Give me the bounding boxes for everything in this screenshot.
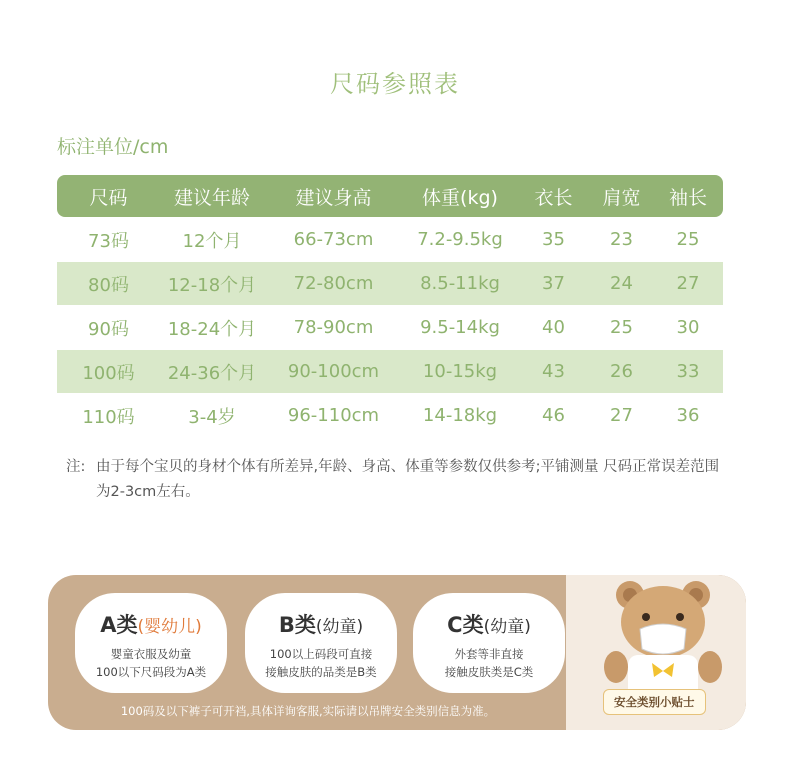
cell-sleeve: 33 [676,361,700,382]
card-line: 100以上码段可直接 [269,647,373,661]
card-letter: C类 [447,613,484,637]
cell-height: 72-80cm [293,273,374,294]
cell-shoulder: 23 [610,229,633,250]
card-line: 100以下尺码段为A类 [95,665,207,679]
cell-weight: 7.2-9.5kg [417,229,503,250]
category-c-card [413,593,565,693]
size-note [66,455,726,505]
card-title [75,609,227,639]
card-sub: (幼童) [315,617,364,637]
category-b-card [245,593,397,693]
cell-shoulder: 27 [610,405,633,426]
cell-height: 78-90cm [293,317,374,338]
cell-shoulder: 26 [610,361,633,382]
cell-length: 35 [542,229,565,250]
header-weight: 体重(kg) [422,186,498,209]
header-length: 衣长 [534,186,573,209]
card-title [245,609,397,639]
cell-weight: 10-15kg [422,361,498,382]
card-sub: (幼童) [483,617,531,637]
cell-size: 100码 [82,362,135,384]
teddy-bear-illustration [588,575,738,702]
card-letter: B类 [278,613,316,637]
cell-height: 96-110cm [287,405,380,426]
cell-size: 73码 [88,230,129,252]
safety-tips-banner [48,575,746,730]
table-row [57,262,723,305]
cell-weight: 8.5-11kg [420,273,500,294]
card-sub: (婴幼儿) [137,617,202,637]
header-size: 尺码 [89,186,128,209]
cell-size: 110码 [82,406,135,428]
table-row [57,305,723,350]
tips-footer: 100码及以下裤子可开裆,具体详询客服,实际请以吊牌安全类别信息为准。 [120,704,496,718]
cell-sleeve: 36 [676,405,700,426]
table-row [57,393,723,438]
note-label: 注: [66,459,86,475]
cell-height: 90-100cm [287,361,380,382]
table-row [57,217,723,262]
cell-age: 12-18个月 [167,274,257,296]
cell-age: 3-4岁 [188,406,236,428]
cell-age: 18-24个月 [167,318,257,340]
header-shoulder: 肩宽 [602,186,641,209]
page-title: 尺码参照表 [330,70,460,98]
cell-weight: 14-18kg [422,405,498,426]
cell-shoulder: 25 [610,317,633,338]
note-text: 由于每个宝贝的身材个体有所差异,年龄、身高、体重等参数仅供参考;平铺测量 尺码正常误差范围为2-3cm左右。 [96,459,720,500]
cell-length: 43 [542,361,565,382]
header-sleeve: 袖长 [668,186,707,209]
table-header-row [57,175,723,217]
cell-size: 90码 [88,318,129,340]
cell-length: 46 [542,405,565,426]
header-age: 建议年龄 [173,186,250,209]
table-row [57,350,723,393]
card-line: 外套等非直接 [454,647,524,661]
header-height: 建议身高 [295,186,372,209]
cell-length: 40 [542,317,565,338]
cell-age: 24-36个月 [167,362,257,384]
unit-label: 标注单位/cm [57,136,169,158]
card-line: 婴童衣服及幼童 [110,647,192,661]
cell-sleeve: 25 [676,229,700,250]
cell-size: 80码 [88,274,129,296]
card-letter: A类 [100,613,138,637]
cell-length: 37 [542,273,565,294]
safety-tips-badge: 安全类别小贴士 [603,689,706,715]
cell-sleeve: 30 [676,317,700,338]
cell-weight: 9.5-14kg [420,317,500,338]
category-a-card [75,593,227,693]
cell-age: 12个月 [182,230,242,252]
cell-height: 66-73cm [293,229,374,250]
card-title [413,609,565,639]
cell-sleeve: 27 [676,273,700,294]
card-line: 接触皮肤类是C类 [444,665,534,679]
cell-shoulder: 24 [610,273,633,294]
size-table [57,175,723,438]
card-line: 接触皮肤的品类是B类 [265,665,377,679]
